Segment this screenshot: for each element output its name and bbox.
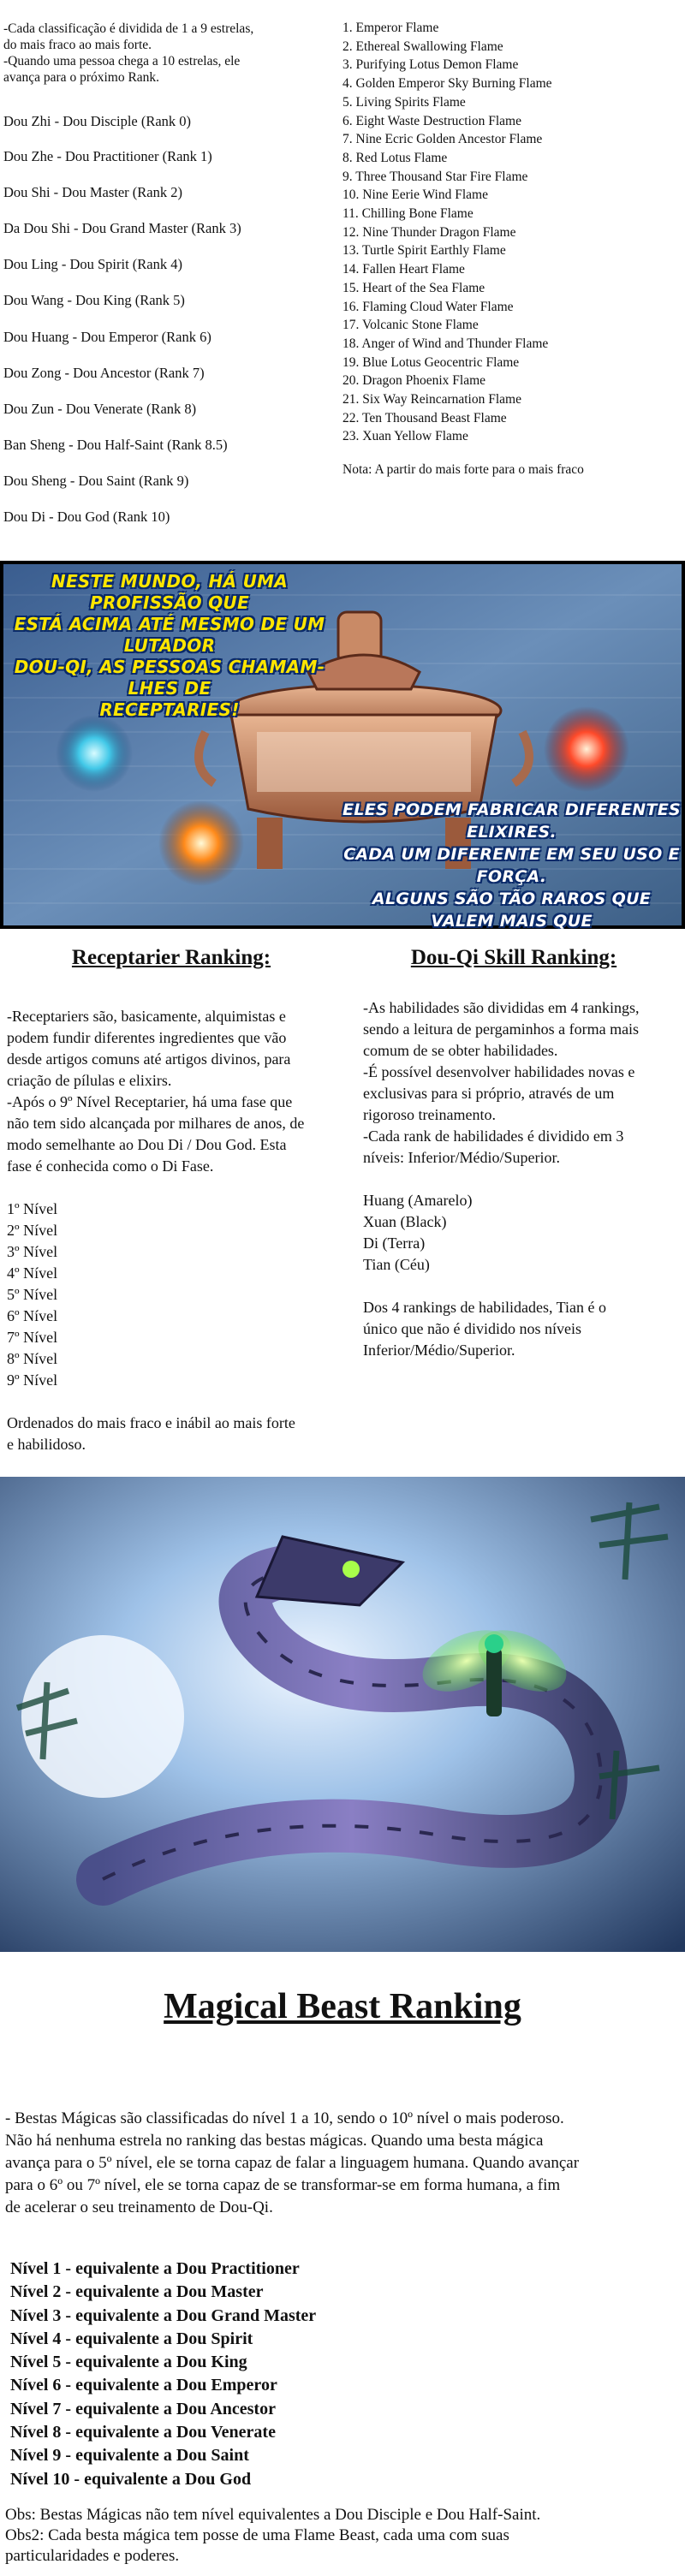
- beast-level-item: Nível 10 - equivalente a Dou God: [10, 2469, 252, 2489]
- dou-rank-item: Ban Sheng - Dou Half-Saint (Rank 8.5): [3, 437, 228, 453]
- dou-rank-item: Dou Zong - Dou Ancestor (Rank 7): [3, 365, 205, 381]
- flame-item: 20. Dragon Phoenix Flame: [342, 373, 486, 389]
- dou-rank-item: Dou Sheng - Dou Saint (Rank 9): [3, 473, 189, 489]
- douqi-footer-line: Dos 4 rankings de habilidades, Tian é o: [363, 1299, 606, 1316]
- dou-rank-item: Dou Zun - Dou Venerate (Rank 8): [3, 401, 197, 417]
- dou-rank-item: Dou Di - Dou God (Rank 10): [3, 509, 170, 525]
- receptarier-paragraph-line: podem fundir diferentes ingredientes que vão: [7, 1029, 287, 1046]
- douqi-paragraph-line: exclusivas para si próprio, através de um: [363, 1085, 615, 1102]
- beast-paragraph-line: Não há nenhuma estrela no ranking das bestas mágicas. Quando uma besta mágica: [5, 2132, 544, 2150]
- receptarier-level: 5º Nível: [7, 1286, 58, 1303]
- dou-rank-item: Dou Shi - Dou Master (Rank 2): [3, 184, 182, 200]
- flame-item: 23. Xuan Yellow Flame: [342, 429, 468, 444]
- beast-level-list: [10, 2258, 316, 2491]
- flame-item: 6. Eight Waste Destruction Flame: [342, 113, 521, 128]
- douqi-paragraph-line: níveis: Inferior/Médio/Superior.: [363, 1149, 560, 1166]
- beast-paragraph-line: avança para o 5º nível, ele se torna capaz de falar a linguagem humana. Quando avançar: [5, 2154, 580, 2172]
- receptarier-level: 1º Nível: [7, 1200, 58, 1217]
- beast-illustration: [0, 1477, 685, 1952]
- comic-panel-beast: [0, 1477, 685, 1952]
- flame-item: 3. Purifying Lotus Demon Flame: [342, 57, 519, 73]
- receptarier-level: 8º Nível: [7, 1350, 58, 1367]
- receptarier-level: 9º Nível: [7, 1371, 58, 1389]
- comic-caption-line: ELES PODEM FABRICAR DIFERENTES ELIXIRES.: [342, 800, 681, 842]
- beast-paragraph-line: para o 6º ou 7º nível, ele se torna capaz de se transformar-se em forma humana, a fim: [5, 2176, 561, 2194]
- receptarier-title: Receptarier Ranking:: [71, 946, 271, 969]
- flames-note: Nota: A partir do mais forte para o mais fraco: [342, 462, 584, 477]
- beast-level-item: Nível 2 - equivalente a Dou Master: [10, 2282, 264, 2302]
- comic-caption-line: DOU-QI, AS PESSOAS CHAMAM-LHES DE: [14, 657, 325, 699]
- receptarier-level: 6º Nível: [7, 1307, 58, 1324]
- douqi-rank: Xuan (Black): [363, 1213, 447, 1230]
- dou-rank-item: Dou Zhi - Dou Disciple (Rank 0): [3, 113, 192, 129]
- beast-obs: [5, 2505, 682, 2567]
- beast-obs-line: particularidades e poderes.: [5, 2547, 180, 2565]
- receptarier-paragraph-line: criação de pílulas e elixirs.: [7, 1072, 172, 1089]
- receptarier-footer-line: Ordenados do mais fraco e inábil ao mais forte: [7, 1414, 295, 1431]
- beast-paragraph-line: - Bestas Mágicas são classificadas do nível 1 a 10, sendo o 10º nível o mais poderoso.: [5, 2109, 564, 2127]
- comic-caption-bottom: [342, 799, 681, 929]
- flame-item: 11. Chilling Bone Flame: [342, 206, 474, 222]
- receptarier-level: 7º Nível: [7, 1329, 58, 1346]
- flame-item: 5. Living Spirits Flame: [342, 94, 466, 110]
- dou-rank-item: Dou Wang - Dou King (Rank 5): [3, 292, 185, 308]
- beast-level-item: Nível 9 - equivalente a Dou Saint: [10, 2446, 249, 2466]
- receptarier-level: 3º Nível: [7, 1243, 58, 1260]
- beast-level-item: Nível 7 - equivalente a Dou Ancestor: [10, 2399, 276, 2418]
- flame-item: 15. Heart of the Sea Flame: [342, 280, 485, 295]
- comic-caption-line: RECEPTARIES!: [99, 699, 240, 720]
- dou-rank-item: Dou Ling - Dou Spirit (Rank 4): [3, 256, 182, 272]
- dou-rank-item: Da Dou Shi - Dou Grand Master (Rank 3): [3, 220, 241, 236]
- receptarier-level: 2º Nível: [7, 1222, 58, 1239]
- douqi-paragraph-line: sendo a leitura de pergaminhos a forma mais: [363, 1020, 640, 1038]
- receptarier-footer-line: e habilidoso.: [7, 1436, 86, 1453]
- flame-item: 10. Nine Eerie Wind Flame: [342, 187, 488, 203]
- flame-item: 7. Nine Ecric Golden Ancestor Flame: [342, 132, 543, 147]
- beast-paragraph: [5, 2108, 682, 2219]
- intro-block: [3, 21, 329, 86]
- douqi-rank: Di (Terra): [363, 1234, 426, 1252]
- flame-item: 14. Fallen Heart Flame: [342, 262, 465, 277]
- dou-rank-item: Dou Zhe - Dou Practitioner (Rank 1): [3, 148, 212, 164]
- douqi-paragraph-line: -Cada rank de habilidades é dividido em 3: [363, 1127, 624, 1145]
- flame-item: 18. Anger of Wind and Thunder Flame: [342, 336, 549, 351]
- receptarier-paragraph-line: -Receptariers são, basicamente, alquimistas e: [7, 1008, 286, 1025]
- comic-caption-line: ESTÁ ACIMA ATÉ MESMO DE UM LUTADOR: [14, 614, 325, 656]
- receptarier-level: 4º Nível: [7, 1264, 58, 1282]
- beast-level-item: Nível 6 - equivalente a Dou Emperor: [10, 2376, 277, 2395]
- receptarier-paragraph-line: -Após o 9º Nível Receptarier, há uma fase que: [7, 1093, 293, 1110]
- comic-caption-line: NESTE MUNDO, HÁ UMA PROFISSÃO QUE: [51, 571, 289, 613]
- flame-item: 4. Golden Emperor Sky Burning Flame: [342, 76, 552, 92]
- douqi-rank: Huang (Amarelo): [363, 1192, 473, 1209]
- douqi-paragraph-line: -É possível desenvolver habilidades novas e: [363, 1063, 635, 1080]
- douqi-footer-line: único que não é dividido nos níveis: [363, 1320, 581, 1337]
- flame-item: 19. Blue Lotus Geocentric Flame: [342, 354, 520, 370]
- douqi-title: Dou-Qi Skill Ranking:: [410, 946, 617, 969]
- flame-list: [342, 19, 552, 446]
- beast-obs-line: Obs2: Cada besta mágica tem posse de uma Flame Beast, cada uma com suas: [5, 2526, 509, 2544]
- intro-line: -Quando uma pessoa chega a 10 estrelas, ele: [3, 54, 241, 68]
- beast-level-item: Nível 1 - equivalente a Dou Practitioner: [10, 2259, 300, 2278]
- comic-caption-line: CADA UM DIFERENTE EM SEU USO E FORÇA.: [343, 845, 680, 886]
- intro-line: -Cada classificação é dividida de 1 a 9 estrelas,: [3, 21, 254, 36]
- comic-panel-cauldron: [0, 561, 685, 929]
- flame-item: 17. Volcanic Stone Flame: [342, 318, 479, 333]
- flame-item: 13. Turtle Spirit Earthly Flame: [342, 243, 506, 259]
- flame-item: 16. Flaming Cloud Water Flame: [342, 299, 514, 314]
- douqi-block: [363, 997, 685, 1361]
- intro-line: avança para o próximo Rank.: [3, 70, 160, 85]
- beast-paragraph-line: de acelerar o seu treinamento de Dou-Qi.: [5, 2198, 273, 2216]
- beast-level-item: Nível 5 - equivalente a Dou King: [10, 2353, 247, 2372]
- receptarier-paragraph-line: fase é conhecida como o Di Fase.: [7, 1157, 214, 1175]
- douqi-paragraph-line: rigoroso treinamento.: [363, 1106, 496, 1123]
- beast-obs-line: Obs: Bestas Mágicas não tem nível equivalentes a Dou Disciple e Dou Half-Saint.: [5, 2506, 541, 2524]
- flame-item: 21. Six Way Reincarnation Flame: [342, 392, 521, 408]
- receptarier-paragraph-line: não tem sido alcançada por milhares de anos, de: [7, 1115, 305, 1132]
- beast-level-item: Nível 3 - equivalente a Dou Grand Master: [10, 2305, 317, 2325]
- douqi-paragraph-line: -As habilidades são divididas em 4 rankings,: [363, 999, 640, 1016]
- douqi-rank: Tian (Céu): [363, 1256, 430, 1273]
- comic-caption-line: ALGUNS SÃO TÃO RAROS QUE VALEM MAIS QUE: [372, 889, 652, 929]
- receptarier-block: [7, 1006, 341, 1455]
- douqi-footer-line: Inferior/Médio/Superior.: [363, 1342, 515, 1359]
- flame-item: 8. Red Lotus Flame: [342, 150, 448, 165]
- flame-item: 12. Nine Thunder Dragon Flame: [342, 224, 516, 240]
- dou-rank-item: Dou Huang - Dou Emperor (Rank 6): [3, 329, 211, 345]
- flame-item: 2. Ethereal Swallowing Flame: [342, 39, 503, 54]
- receptarier-paragraph-line: desde artigos comuns até artigos divinos, para: [7, 1050, 291, 1068]
- flame-item: 9. Three Thousand Star Fire Flame: [342, 169, 528, 184]
- comic-caption-top: [7, 571, 332, 721]
- flame-item: 1. Emperor Flame: [342, 21, 439, 35]
- receptarier-paragraph-line: modo semelhante ao Dou Di / Dou God. Esta: [7, 1136, 287, 1153]
- flame-item: 22. Ten Thousand Beast Flame: [342, 410, 507, 425]
- beast-level-item: Nível 8 - equivalente a Dou Venerate: [10, 2423, 276, 2442]
- douqi-paragraph-line: comum de se obter habilidades.: [363, 1042, 558, 1059]
- beast-level-item: Nível 4 - equivalente a Dou Spirit: [10, 2329, 253, 2348]
- intro-line: do mais fraco ao mais forte.: [3, 38, 152, 52]
- beast-title: Magical Beast Ranking: [164, 1987, 521, 2026]
